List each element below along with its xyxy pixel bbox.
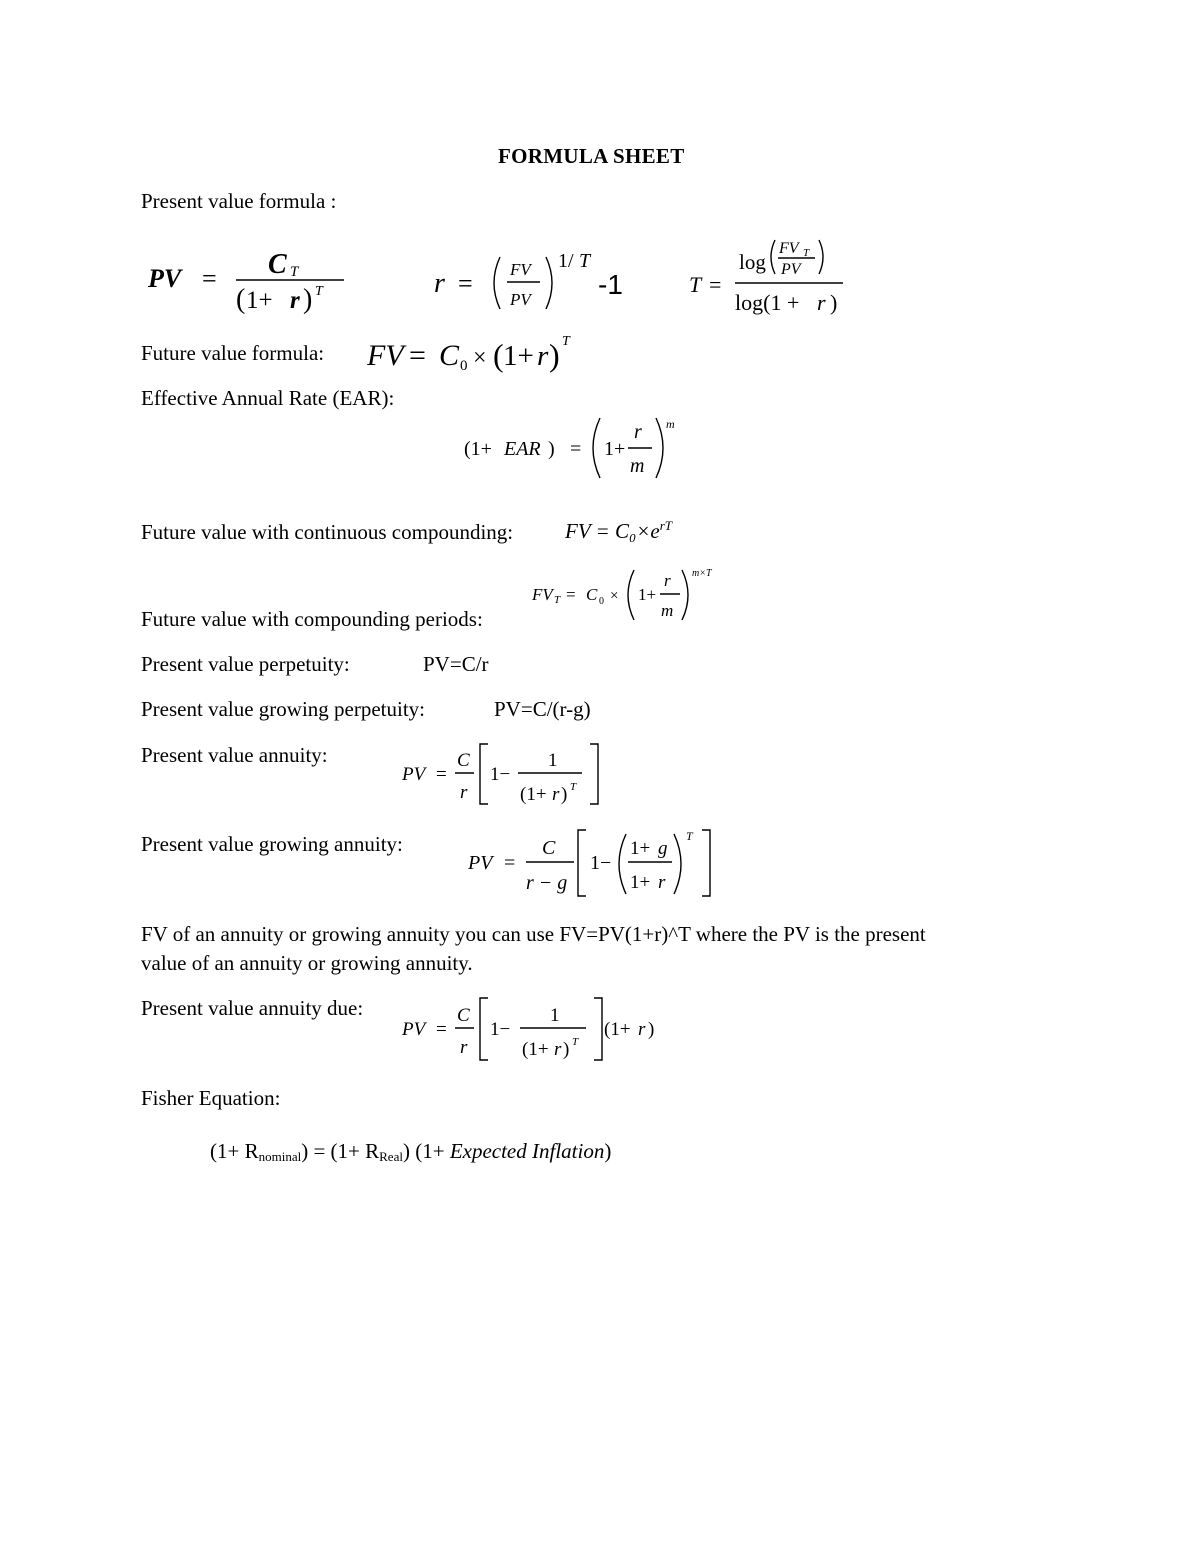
svg-text:(1+: (1+ <box>464 438 492 460</box>
svg-text:m: m <box>630 455 645 477</box>
svg-text:1+: 1+ <box>246 287 273 314</box>
svg-text:FV: FV <box>510 260 531 279</box>
svg-text:m: m <box>666 417 675 431</box>
svg-text:C: C <box>542 837 556 859</box>
svg-text:PV: PV <box>510 290 531 309</box>
svg-text:FV: FV <box>532 585 553 604</box>
page-title: FORMULA SHEET <box>498 144 685 168</box>
svg-text:): ) <box>561 784 568 805</box>
svg-text:C: C <box>268 249 287 280</box>
svg-text:m: m <box>661 601 674 620</box>
svg-text:C: C <box>439 339 460 372</box>
svg-text:T: T <box>562 334 570 349</box>
future-value-label: Future value formula: <box>141 341 325 365</box>
pv-formula <box>140 240 380 320</box>
svg-text:C: C <box>457 750 470 771</box>
fisher-label: Fisher Equation: <box>141 1086 281 1110</box>
svg-text:C: C <box>586 585 598 604</box>
svg-text:): ) <box>548 438 555 460</box>
svg-text:(1+: (1+ <box>522 1039 549 1060</box>
svg-text:1−: 1− <box>490 764 511 785</box>
svg-text:1−: 1− <box>590 852 612 874</box>
svg-text:1+: 1+ <box>630 838 651 859</box>
svg-text:×: × <box>473 345 487 371</box>
svg-text:T: T <box>579 250 591 272</box>
svg-text:r: r <box>817 290 826 315</box>
ear-label: Effective Annual Rate (EAR): <box>141 386 395 410</box>
fv-formula <box>365 330 585 375</box>
pv-perpetuity-formula: PV=C/r <box>423 652 489 676</box>
svg-text:=: = <box>436 1019 447 1040</box>
svg-text:(1+: (1+ <box>604 1019 631 1040</box>
fisher-part-mid: ) = (1+ R <box>301 1139 380 1163</box>
svg-text:PV: PV <box>781 261 801 278</box>
svg-text:FV: FV <box>367 339 404 372</box>
svg-text:): ) <box>303 284 313 315</box>
svg-text:r: r <box>460 1037 468 1058</box>
fv-continuous-label: Future value with continuous compounding: <box>141 520 514 544</box>
pv-growing-perpetuity-formula: PV=C/(r-g) <box>494 697 591 721</box>
svg-text:log: log <box>739 250 766 274</box>
fisher-sub-nominal: nominal <box>258 1149 302 1164</box>
svg-text:1: 1 <box>550 1005 560 1026</box>
svg-text:FV: FV <box>779 240 799 257</box>
fv-annuity-note-line2: value of an annuity or growing annuity. <box>141 951 473 975</box>
svg-text:1+: 1+ <box>503 340 534 372</box>
fisher-part-end: ) <box>604 1139 612 1163</box>
svg-text:r: r <box>638 1019 646 1040</box>
fisher-formula <box>210 1139 611 1165</box>
svg-text:): ) <box>549 337 560 373</box>
pv-annuity-due-formula <box>400 994 670 1064</box>
svg-text:g: g <box>658 838 668 859</box>
svg-text:-1: -1 <box>598 269 623 300</box>
svg-text:r: r <box>537 340 549 372</box>
svg-text:1+: 1+ <box>630 872 651 893</box>
fv-periods-formula <box>530 562 725 627</box>
svg-text:PV: PV <box>468 852 493 874</box>
pv-annuity-label: Present value annuity: <box>141 743 328 767</box>
svg-text:(: ( <box>236 284 246 315</box>
svg-text:PV: PV <box>402 1019 426 1040</box>
svg-text:T: T <box>803 247 810 259</box>
svg-text:PV: PV <box>402 764 426 785</box>
fisher-part-open: (1+ R <box>210 1139 259 1163</box>
fisher-expected-inflation: Expected Inflation <box>449 1139 605 1163</box>
pv-growing-annuity-label: Present value growing annuity: <box>141 832 403 856</box>
svg-text:=: = <box>570 438 582 460</box>
fv-continuous-formula <box>565 518 672 544</box>
svg-text:T: T <box>554 594 561 606</box>
svg-text:T: T <box>315 284 323 299</box>
svg-text:(1+: (1+ <box>520 784 547 805</box>
svg-text:=: = <box>458 269 473 298</box>
svg-text:0: 0 <box>460 358 468 374</box>
present-value-label: Present value formula : <box>141 189 337 213</box>
svg-text:r: r <box>290 287 300 314</box>
svg-text:(: ( <box>493 337 504 373</box>
fisher-part-close: ) (1+ <box>402 1139 450 1163</box>
pv-growing-perpetuity-label: Present value growing perpetuity: <box>141 697 426 721</box>
svg-text:×: × <box>610 588 619 604</box>
svg-text:T: T <box>686 829 693 843</box>
pv-annuity-formula <box>400 740 610 810</box>
svg-text:1+: 1+ <box>638 585 657 604</box>
svg-text:=: = <box>409 339 426 372</box>
svg-text:=: = <box>566 585 576 604</box>
svg-text:PV: PV <box>148 264 182 293</box>
svg-text:=: = <box>709 272 722 297</box>
svg-text:T: T <box>689 272 702 297</box>
fv-continuous-exponent: rT <box>659 518 673 533</box>
svg-text:m×T: m×T <box>692 568 712 579</box>
svg-text:1/: 1/ <box>558 250 574 272</box>
svg-text:r − g: r − g <box>526 872 568 894</box>
svg-text:): ) <box>830 290 838 315</box>
rate-formula <box>430 245 640 315</box>
fv-annuity-note-line1: FV of an annuity or growing annuity you can use FV=PV(1+r)^T where the PV is the present <box>141 922 926 946</box>
svg-text:r: r <box>664 571 671 590</box>
fisher-sub-real: Real <box>379 1149 403 1164</box>
svg-text:): ) <box>648 1019 655 1040</box>
svg-text:r: r <box>658 872 666 893</box>
svg-text:r: r <box>554 1039 562 1060</box>
svg-text:r: r <box>460 782 468 803</box>
fv-continuous-expression: FV = C₀×e <box>565 519 660 543</box>
svg-text:1: 1 <box>548 750 558 771</box>
pv-perpetuity-label: Present value perpetuity: <box>141 652 350 676</box>
svg-text:T: T <box>572 1036 579 1048</box>
svg-text:C: C <box>457 1005 470 1026</box>
svg-text:): ) <box>563 1039 570 1060</box>
svg-text:r: r <box>552 784 560 805</box>
svg-text:1−: 1− <box>490 1019 511 1040</box>
svg-text:r: r <box>634 421 642 443</box>
svg-text:=: = <box>436 764 447 785</box>
pv-growing-annuity-formula <box>466 826 716 901</box>
svg-text:EAR: EAR <box>504 438 541 460</box>
svg-text:=: = <box>504 852 516 874</box>
svg-text:log(1 +: log(1 + <box>735 290 800 315</box>
svg-text:1+: 1+ <box>604 438 626 460</box>
ear-formula <box>462 410 682 485</box>
time-formula <box>685 232 855 320</box>
svg-text:T: T <box>570 781 577 793</box>
svg-text:T: T <box>290 264 299 280</box>
svg-text:=: = <box>202 264 217 293</box>
svg-text:0: 0 <box>599 596 604 607</box>
pv-annuity-due-label: Present value annuity due: <box>141 996 364 1020</box>
svg-text:r: r <box>434 268 445 299</box>
fv-periods-label: Future value with compounding periods: <box>141 607 483 631</box>
